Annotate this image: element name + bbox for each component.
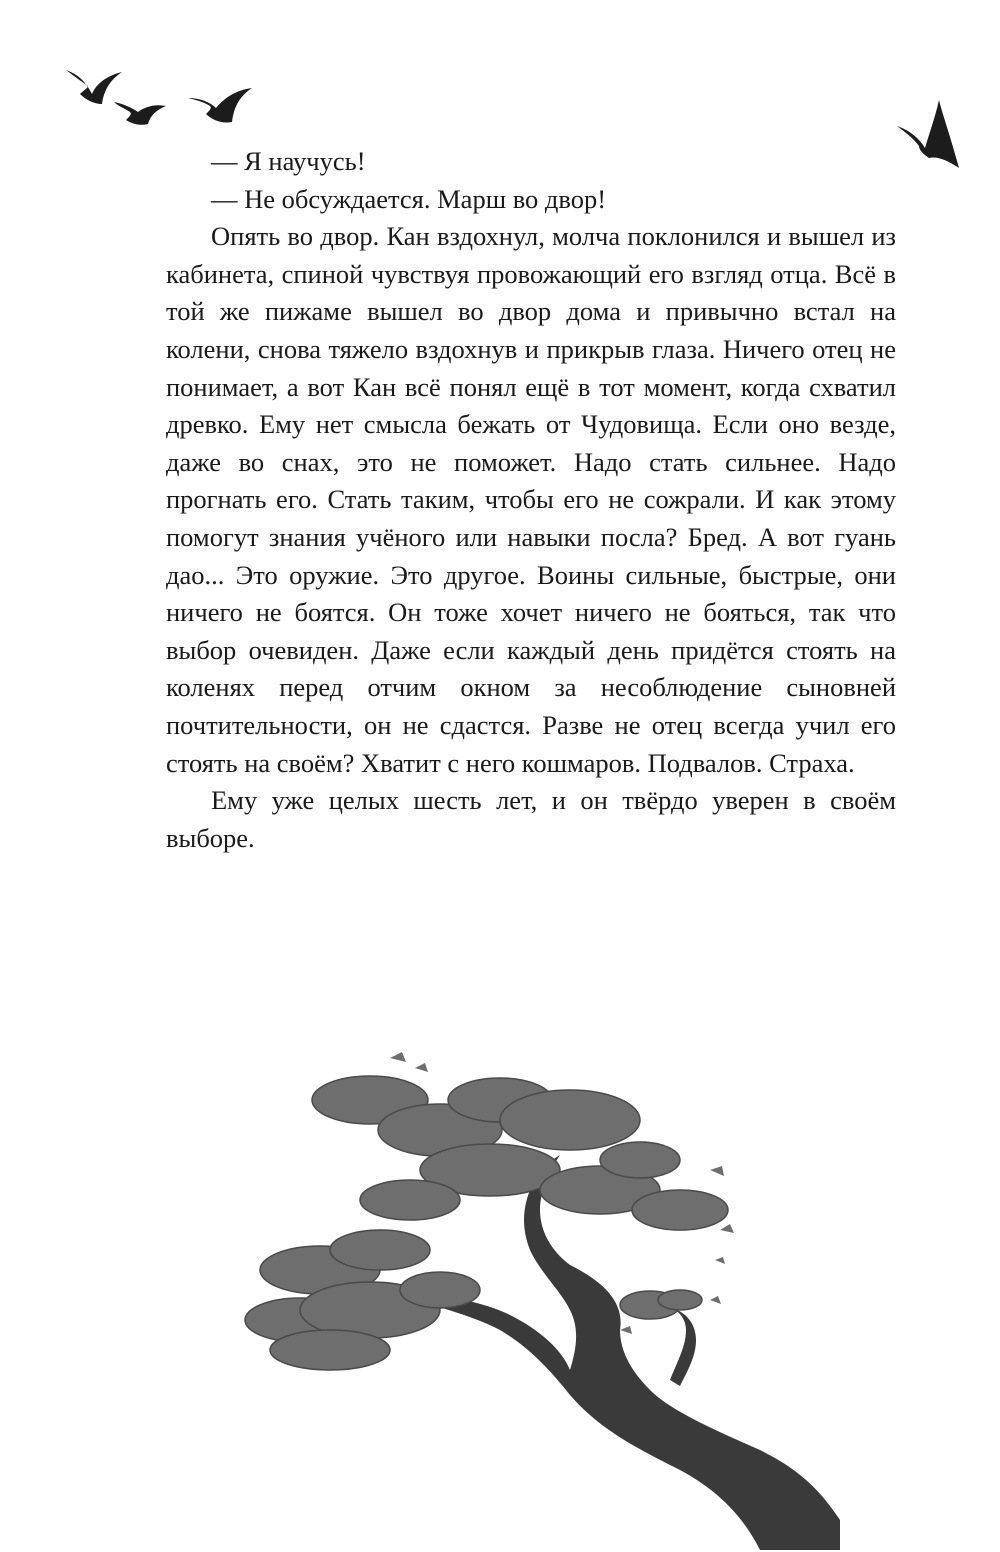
narrative-paragraph: Ему уже целых шесть лет, и он твёрдо уверен в своём выборе. <box>166 785 896 853</box>
swallow-icon <box>186 84 254 130</box>
narrative-paragraph: Опять во двор. Кан вздохнул, молча поклонился и вышел из кабинета, спиной чувствуя провожающий его взгляд отца. Всё в той же пижаме вышел во двор дома и привычно встал на колени, снова тяжело вздохнув и прикрыв глаза. Ничего отец не понимает, а вот Кан всё понял ещё в тот момент, когда схватил древко. Ему нет смысла бежать от Чудовища. Если оно везде, даже во снах, это не поможет. Надо стать сильнее. Надо прогнать его. Стать таким, чтобы его не сожрали. И как этому помогут знания учёного или навыки посла? Бред. А вот гуань дао... Это оружие. Это другое. Воины сильные, быстрые, они ничего не боятся. Он тоже хочет ничего не бояться, так что выбор очевиден. Даже если каждый день придётся стоять на коленях перед отчим окном за несоблюдение сыновней почтительности, он не сдастся. Разве не отец всегда учил его стоять на своём? Хватит с него кошмаров. Подвалов. Страха. <box>166 221 896 778</box>
dialogue-line: — Не обсуждается. Марш во двор! <box>211 183 607 214</box>
page-text <box>166 143 896 857</box>
swallow-icon <box>112 98 168 130</box>
dialogue-line: — Я научусь! <box>211 146 366 176</box>
bonsai-tree-illustration <box>240 1050 840 1550</box>
swallow-icon <box>893 96 965 172</box>
